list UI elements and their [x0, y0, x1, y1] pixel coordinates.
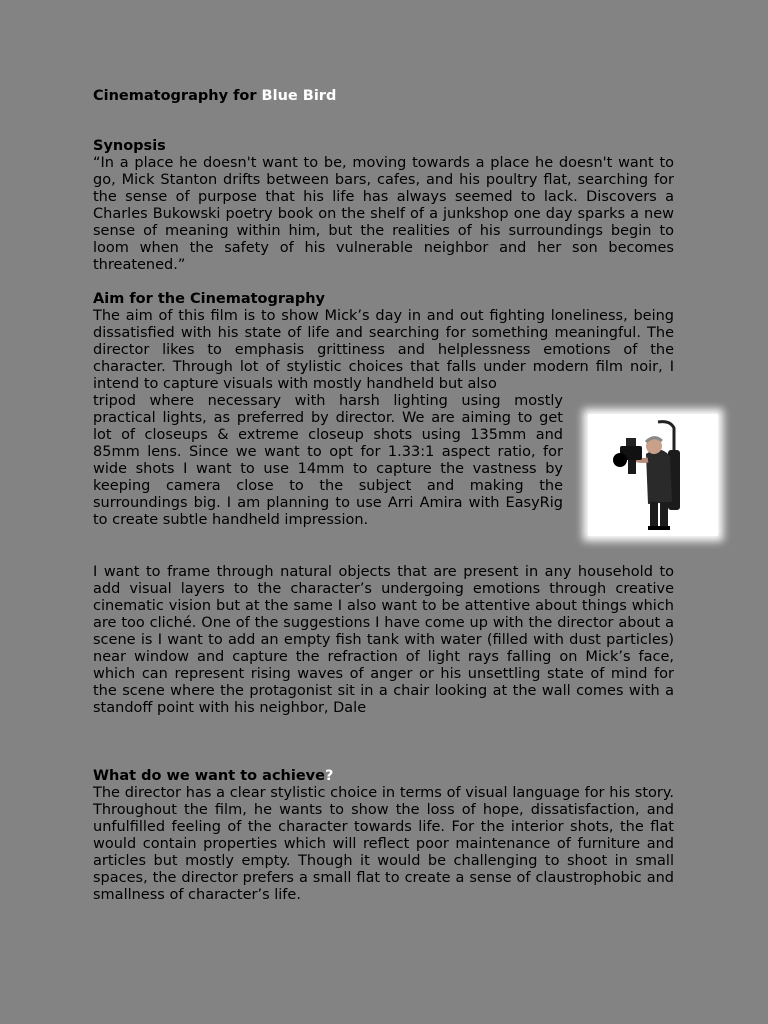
frame-text: I want to frame through natural objects that are present in any household to add visual layers to the character’s undergoing emotions through creative cinematic vision but at the same I also want to be attentive about things which are too cliché. One of the suggestions I have come up with the director about a scene is I want to add an empty fish tank with water (filled with dust particles) near window and capture the refraction of light rays falling on Mick’s face, which can represent rising waves of anger or his unsettling state of mind for the scene where the protagonist sit in a chair looking at the wall comes with a standoff point with his neighbor, Dale — [93, 564, 674, 716]
synopsis-text: “In a place he doesn't want to be, moving towards a place he doesn't want to go, Mick Stanton drifts between bars, cafes, and his poultry flat, searching for the sense of purpose that his life has always seemed to lack. Discovers a Charles Bukowski poetry book on the shelf of a junkshop one day sparks a new sense of meaning within him, but the realities of his surroundings begin to loom when the safety of his vulnerable neighbor and her son becomes threatened.” — [93, 155, 674, 273]
synopsis-section — [93, 137, 674, 274]
aim-heading: Aim for the Cinematography — [93, 291, 325, 307]
camera-operator-icon — [588, 414, 718, 536]
camera-operator-image — [588, 414, 718, 536]
achieve-text: The director has a clear stylistic choice in terms of visual language for his story. Throughout the film, he wants to show the loss of hope, dissatisfaction, and unfulfilled feeling of the character towards life. For the interior shots, the flat would contain properties which will reflect poor maintenance of furniture and articles but mostly empty. Though it would be challenging to shoot in small spaces, the director prefers a small flat to create a sense of claustrophobic and smallness of character’s life. — [93, 785, 674, 903]
synopsis-heading: Synopsis — [93, 138, 166, 154]
achieve-heading — [93, 767, 674, 785]
aim-section — [93, 290, 674, 393]
achieve-heading-mark: ? — [324, 768, 334, 784]
achieve-heading-text: What do we want to achieve — [93, 768, 325, 784]
title-prefix: Cinematography for — [93, 88, 262, 104]
frame-section — [93, 564, 674, 717]
document-title — [93, 87, 674, 105]
aim-text-wide: The aim of this film is to show Mick’s day in and out fighting loneliness, being dissatisfied with his state of life and searching for something meaningful. The director likes to emphasis grittiness and helplessness emotions of the character. Through lot of stylistic choices that falls under modern film noir, I intend to capture visuals with mostly handheld but also — [93, 308, 674, 392]
title-accent: Blue Bird — [261, 88, 337, 104]
aim-text-narrow: tripod where necessary with harsh lighting using mostly practical lights, as preferred by director. We are aiming to get lot of closeups & extreme closeup shots using 135mm and 85mm lens. Since we want to opt for 1.33:1 aspect ratio, for wide shots I want to use 14mm to capture the vastness by keeping camera close to the subject and making the surroundings big. I am planning to use Arri Amira with EasyRig to create subtle handheld impression. — [93, 393, 563, 528]
achieve-section — [93, 767, 674, 904]
